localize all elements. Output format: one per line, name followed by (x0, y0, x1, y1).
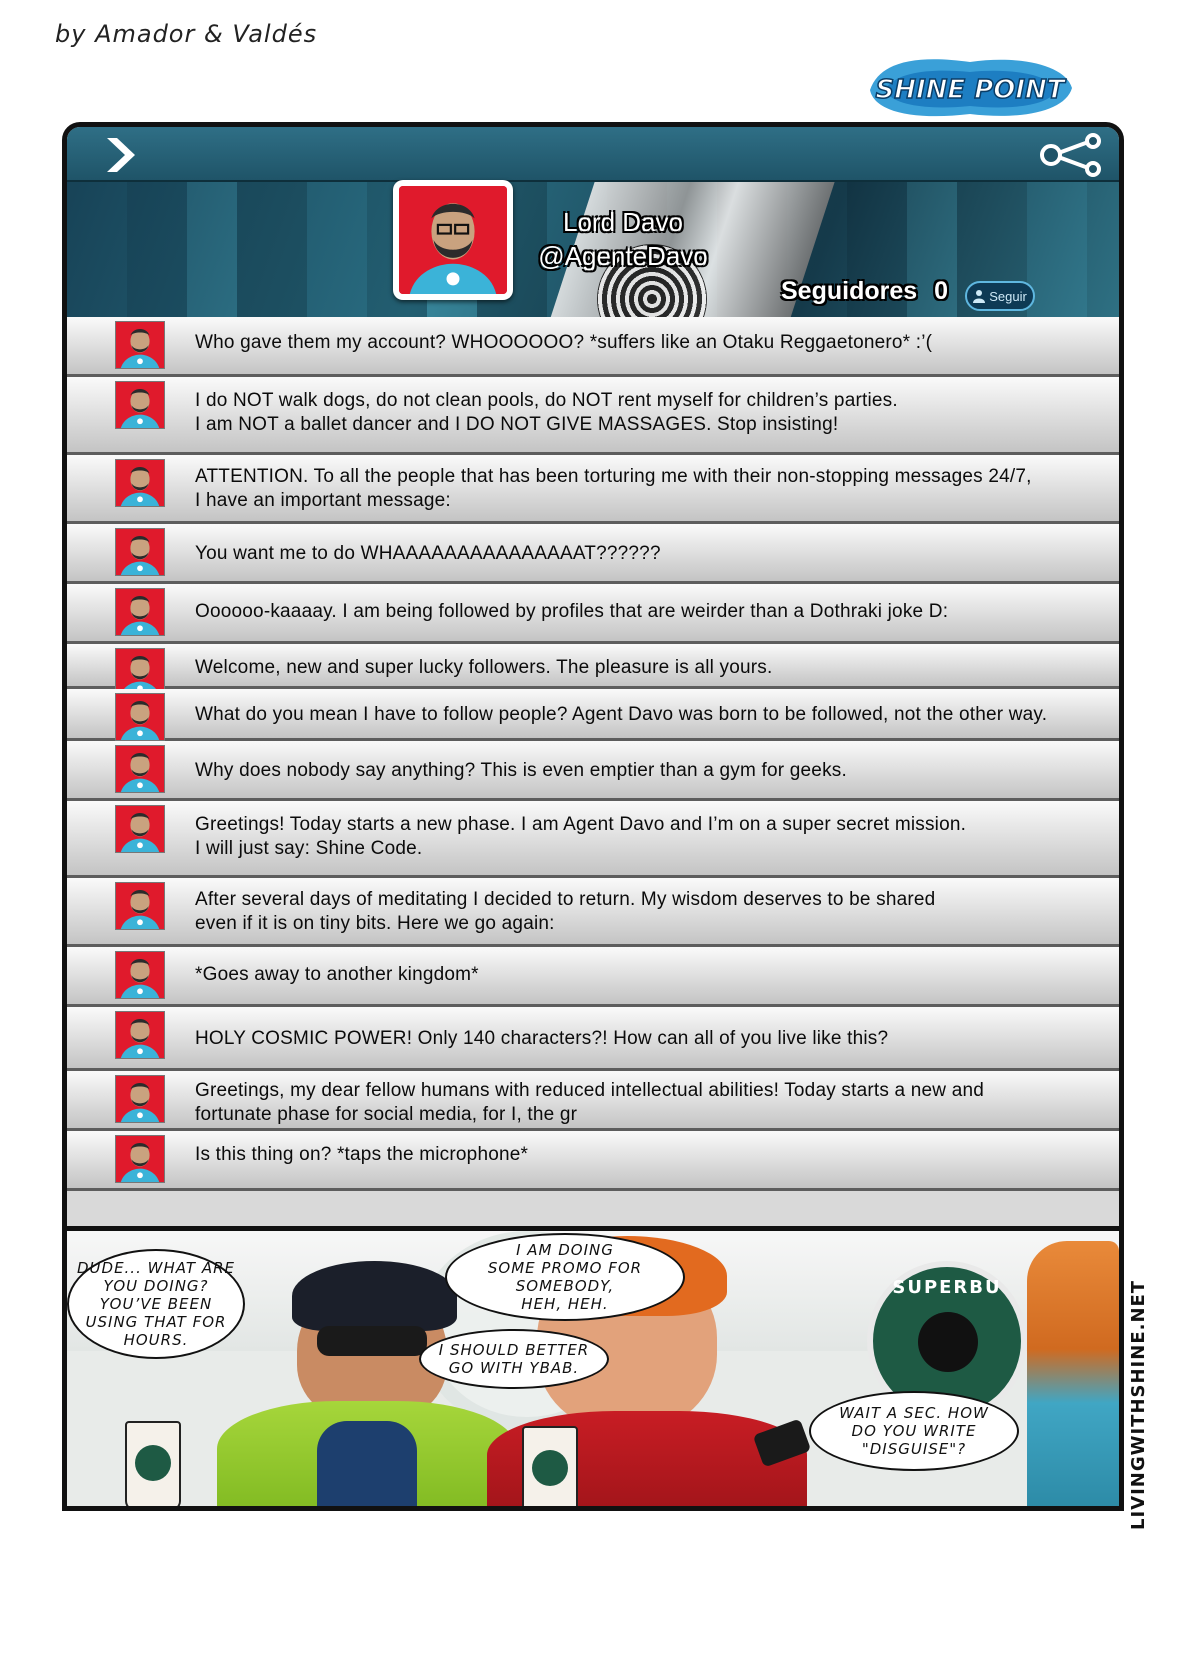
post-text: After several days of meditating I decided to return. My wisdom deserves to be shared even if it is on tiny bits. Here we go again: (195, 889, 936, 934)
post-avatar[interactable] (115, 882, 165, 930)
post-avatar[interactable] (115, 1135, 165, 1183)
profile-avatar[interactable] (393, 180, 513, 300)
profile-display-name: Lord Davo (563, 207, 683, 237)
post-avatar[interactable] (115, 381, 165, 429)
comic-panel (62, 1226, 1124, 1511)
avatar-portrait-icon (116, 589, 164, 635)
character-left-hair (292, 1261, 457, 1331)
profile-handle: @AgenteDavo (538, 241, 708, 271)
post-text: Why does nobody say anything? This is even emptier than a gym for geeks. (195, 760, 847, 781)
avatar-portrait-icon (116, 322, 164, 368)
person-icon (973, 289, 985, 303)
share-icon[interactable] (1039, 133, 1105, 177)
post-text: Who gave them my account? WHOOOOOO? *suffers like an Otaku Reggaetonero* :’( (195, 332, 933, 353)
avatar-portrait-icon (399, 186, 507, 294)
post-text: Greetings! Today starts a new phase. I am Agent Davo and I’m on a super secret mission. I will just say: Shine Code. (195, 814, 967, 859)
post-text: Oooooo-kaaaay. I am being followed by profiles that are weirder than a Dothraki joke D: (195, 601, 949, 622)
followers-counter (781, 277, 948, 306)
character-right-edge (1027, 1241, 1119, 1511)
sign-text: SUPERBU (892, 1277, 1002, 1298)
character-left-mask (317, 1326, 427, 1356)
post-text: Is this thing on? *taps the microphone* (195, 1144, 529, 1165)
avatar-portrait-icon (116, 1136, 164, 1182)
post-avatar[interactable] (115, 693, 165, 741)
followers-count: 0 (934, 277, 949, 305)
post-avatar[interactable] (115, 805, 165, 853)
avatar-portrait-icon (116, 1012, 164, 1058)
avatar-portrait-icon (116, 883, 164, 929)
post-row[interactable] (67, 947, 1119, 1007)
post-row[interactable] (67, 317, 1119, 377)
avatar-portrait-icon (116, 746, 164, 792)
post-row[interactable] (67, 524, 1119, 584)
site-watermark: LIVINGWITHSHINE.NET (1128, 1279, 1149, 1530)
follow-button[interactable] (965, 281, 1035, 311)
post-text: You want me to do WHAAAAAAAAAAAAAAAT?????? (195, 543, 661, 564)
post-feed (67, 317, 1119, 1191)
avatar-portrait-icon (116, 1076, 164, 1122)
avatar-portrait-icon (116, 694, 164, 740)
post-row[interactable] (67, 377, 1119, 455)
coffee-cup-right (522, 1426, 578, 1511)
post-avatar[interactable] (115, 528, 165, 576)
post-row[interactable] (67, 455, 1119, 524)
svg-text:SHINE POINT: SHINE POINT (875, 75, 1065, 105)
post-text: I do NOT walk dogs, do not clean pools, do NOT rent myself for children’s parties. I am NOT a ballet dancer and I DO NOT GIVE MASSAGES. Stop insisting! (195, 390, 898, 435)
shinepoint-logo (860, 50, 1080, 122)
post-avatar[interactable] (115, 588, 165, 636)
avatar-portrait-icon (116, 952, 164, 998)
avatar-portrait-icon (116, 529, 164, 575)
post-text: Welcome, new and super lucky followers. The pleasure is all yours. (195, 657, 773, 678)
character-left-suit (317, 1421, 417, 1511)
post-row[interactable] (67, 689, 1119, 741)
post-row[interactable] (67, 1131, 1119, 1191)
chevron-right-icon[interactable] (101, 136, 145, 174)
avatar-portrait-icon (116, 460, 164, 506)
avatar-portrait-icon (116, 382, 164, 428)
post-avatar[interactable] (115, 321, 165, 369)
profile-app-window (62, 122, 1124, 1290)
post-row[interactable] (67, 644, 1119, 689)
coffee-cup-left (125, 1421, 181, 1511)
profile-name-block (523, 205, 723, 273)
speech-bubble-2: I AM DOING SOME PROMO FOR SOMEBODY, HEH, HEH. (445, 1233, 685, 1321)
post-avatar[interactable] (115, 459, 165, 507)
post-text: ATTENTION. To all the people that has been torturing me with their non-stopping messages 24/7, I have an important message: (195, 466, 1032, 511)
speech-bubble-1: DUDE... WHAT ARE YOU DOING? YOU’VE BEEN USING THAT FOR HOURS. (67, 1249, 245, 1359)
post-row[interactable] (67, 1007, 1119, 1071)
post-avatar[interactable] (115, 1011, 165, 1059)
follow-button-label: Seguir (989, 288, 1027, 304)
post-row[interactable] (67, 741, 1119, 801)
post-text: What do you mean I have to follow people? Agent Davo was born to be followed, not the other way. (195, 704, 1048, 725)
post-text: HOLY COSMIC POWER! Only 140 characters?! How can all of you live like this? (195, 1028, 889, 1049)
post-row[interactable] (67, 1071, 1119, 1131)
post-avatar[interactable] (115, 951, 165, 999)
post-avatar[interactable] (115, 1075, 165, 1123)
post-avatar[interactable] (115, 745, 165, 793)
post-text: Greetings, my dear fellow humans with reduced intellectual abilities! Today starts a new and fortunate phase for social media, for I, the gr (195, 1080, 985, 1125)
author-byline: by Amador & Valdés (55, 20, 318, 48)
post-row[interactable] (67, 801, 1119, 878)
app-top-bar (67, 127, 1119, 182)
avatar-portrait-icon (116, 806, 164, 852)
post-row[interactable] (67, 878, 1119, 947)
post-text: *Goes away to another kingdom* (195, 964, 479, 985)
speech-bubble-4: WAIT A SEC. HOW DO YOU WRITE "DISGUISE"? (809, 1391, 1019, 1471)
speech-bubble-3: I SHOULD BETTER GO WITH YBAB. (419, 1329, 609, 1389)
followers-label: Seguidores (781, 277, 918, 305)
post-row[interactable] (67, 584, 1119, 644)
